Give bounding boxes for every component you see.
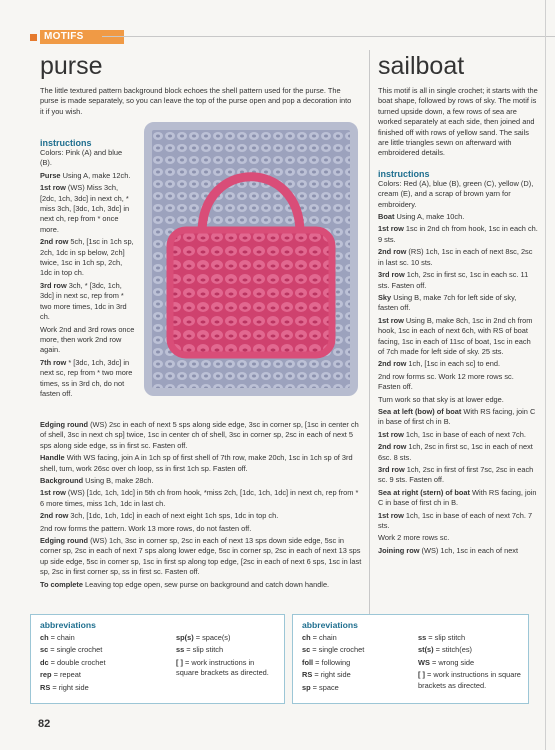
abbr-def: = work instructions in square brackets as directed. [176, 657, 269, 678]
purse-step [40, 420, 362, 451]
sailboat-step [378, 442, 538, 463]
page-number: 82 [38, 718, 51, 730]
sailboat-step [378, 359, 538, 369]
abbreviation-item [302, 683, 402, 693]
step-label: Sea at right (stern) of boat [378, 487, 470, 497]
sailboat-step [378, 270, 538, 291]
step-label: Purse [40, 170, 61, 180]
abbr-term: sp(s) [176, 633, 194, 642]
abbr-def: = single crochet [310, 645, 365, 655]
step-label: 3rd row [40, 280, 67, 290]
step-label: Handle [40, 453, 65, 463]
abbreviations-col-2 [418, 633, 522, 691]
sailboat-step [378, 488, 538, 509]
purse-intro-text: The little textured pattern background block echoes the shell pattern used for the purse. The purse is made separately, so you can leave the top of the purse open and pop a decoration into it if you wish. [40, 86, 352, 116]
abbr-def: = following [313, 657, 351, 667]
purse-step [40, 524, 362, 534]
abbr-term: ss [176, 645, 185, 655]
sailboat-column [378, 86, 538, 558]
section-marker [30, 34, 37, 41]
abbr-term: foll [302, 657, 314, 667]
abbreviation-item [40, 670, 150, 680]
purse-step [40, 358, 136, 400]
sailboat-step [378, 224, 538, 245]
abbreviations-col-2 [176, 633, 276, 679]
abbr-def: = chain [310, 633, 337, 642]
abbr-term: st(s) [418, 645, 434, 655]
step-label: Sea at left (bow) of boat [378, 406, 462, 416]
abbreviation-item [176, 633, 276, 643]
step-text: * [3dc, 1ch, 3dc] in next sc, rep from * two more times, ss in 3rd ch, do not fasten off. [40, 357, 133, 398]
abbreviation-item [418, 670, 522, 691]
step-label: 2nd row [378, 442, 407, 452]
abbreviation-item [302, 645, 402, 655]
step-text: 2nd row forms the pattern. Work 13 more rows, do not fasten off. [40, 523, 252, 533]
step-text: (WS) Miss 3ch, [2dc, 1ch, 3dc] in next ch, * miss 3ch, [3dc, 1ch, 3dc] in next ch, rep from * once more. [40, 183, 130, 234]
abbreviation-item [40, 633, 150, 643]
section-header [0, 30, 124, 44]
step-label: 1st row [378, 429, 404, 439]
step-label: 1st row [378, 224, 404, 234]
abbr-def: = space [310, 682, 339, 692]
step-text: Turn work so that sky is at lower edge. [378, 394, 504, 404]
abbreviation-item [302, 670, 402, 680]
purse-step [40, 325, 136, 356]
abbr-term: ch [40, 633, 49, 642]
step-label: Background [40, 476, 84, 486]
abbreviations-title: abbreviations [302, 620, 358, 630]
step-label: 1st row [378, 315, 404, 325]
sailboat-step [378, 293, 538, 314]
abbr-term: WS [418, 657, 430, 667]
step-text: With WS facing, join A in 1ch sp of first shell of 7th row, make 20ch, 1sc in 1ch sp of 3rd shell, turn, work 26sc over ch loop, ss in first 1ch sp. Fasten off. [40, 453, 353, 473]
step-label: 1st row [378, 510, 404, 520]
abbr-term: [ ] [418, 670, 425, 680]
abbreviations-box-purse [30, 614, 285, 704]
abbr-term: sc [302, 645, 311, 655]
abbreviations-box-sailboat [292, 614, 529, 704]
purse-colors: Colors: Pink (A) and blue (B). [40, 148, 123, 168]
step-text: (WS) 1ch, 1sc in each of next [419, 545, 519, 555]
purse-step [40, 511, 362, 521]
step-text: Leaving top edge open, sew purse on background and catch down handle. [82, 579, 330, 589]
step-label: 3rd row [378, 465, 405, 474]
purse-step [40, 476, 362, 486]
abbr-def: = space(s) [193, 633, 231, 642]
step-text: Using B, make 28ch. [83, 476, 154, 486]
sailboat-step [378, 546, 538, 556]
sailboat-step [378, 316, 538, 358]
abbreviation-item [176, 645, 276, 655]
abbr-term: RS [40, 682, 51, 692]
page-edge [545, 0, 546, 750]
step-label: Joining row [378, 545, 420, 555]
sailboat-step [378, 212, 538, 222]
purse-step [40, 488, 362, 509]
step-label: 1st row [40, 183, 66, 193]
abbreviation-item [302, 658, 402, 668]
step-text: (WS) 1ch, 3sc in corner sp, 2sc in each of next 13 sps down side edge, 5sc in corner sp, 2sc in each of next 7 sps along lower edge, 5sc in corner sp, 2sc in each of next 13 sps up side edge, 5sc in corner sp, 1sc in first sp along top edge, [2sc in each of next 6 sps, 1sc in last sp, 2sc in first corner sp, ss in first sc. Fasten off. [40, 536, 362, 577]
purse-step [40, 281, 136, 323]
step-label: 7th row [40, 357, 67, 367]
purse-step [40, 453, 362, 474]
step-text: (RS) 1ch, 1sc in each of next 8sc, 2sc in last sc. 10 sts. [378, 247, 533, 267]
abbr-def: = work instructions in square brackets as directed. [418, 670, 521, 690]
step-text: 1ch, 2sc in first sc, 1sc in each of next 6sc. 8 sts. [378, 442, 533, 462]
sailboat-step [378, 465, 538, 486]
abbr-def: = single crochet [48, 645, 103, 655]
abbreviation-item [40, 683, 150, 693]
step-text: (WS) [1dc, 1ch, 1dc] in 5th ch from hook, *miss 2ch, [1dc, 1ch, 1dc] in next ch, rep from * 6 more times, miss 1ch, 1dc in last ch. [40, 488, 359, 508]
header-rule [102, 36, 555, 37]
abbr-def: = right side [312, 670, 351, 680]
sailboat-step [378, 511, 538, 532]
purse-step [40, 171, 136, 181]
step-text: 3ch, * [3dc, 1ch, 3dc] in next sc, rep from * two more times, 1dc in 3rd ch. [40, 280, 127, 322]
step-text: Work 2nd and 3rd rows once more, then work 2nd row again. [40, 324, 135, 355]
purse-body [170, 230, 332, 355]
purse-instructions-wide [40, 420, 362, 592]
abbreviation-item [302, 633, 402, 643]
abbreviation-item [418, 658, 522, 668]
step-label: 2nd row [378, 359, 407, 369]
abbr-term: sp [302, 682, 311, 692]
abbr-term: sc [40, 645, 49, 655]
step-text: 2nd row forms sc. Work 12 more rows sc. Fasten off. [378, 371, 514, 392]
step-label: 1st row [40, 488, 66, 498]
step-label: To complete [40, 579, 83, 589]
step-text: With RS facing, join C in base of first ch in B. [378, 487, 537, 508]
abbr-def: = right side [50, 682, 89, 692]
abbreviations-col-1 [40, 633, 150, 693]
step-text: 1ch, 1sc in base of each of next 7ch. [403, 429, 526, 439]
step-text: 1ch, [1sc in each sc] to end. [406, 359, 501, 369]
purse-title: purse [40, 52, 103, 80]
step-text: 1ch, 1sc in base of each of next 7ch. 7 sts. [378, 510, 533, 531]
abbr-term: rep [40, 670, 52, 680]
abbr-term: RS [302, 670, 313, 680]
abbreviations-col-1 [302, 633, 402, 693]
abbr-def: = chain [48, 633, 75, 642]
abbreviation-item [40, 658, 150, 668]
abbr-term: dc [40, 657, 49, 667]
step-text: With RS facing, join C in base of first ch in B. [378, 406, 536, 427]
abbr-term: [ ] [176, 657, 183, 667]
step-label: 2nd row [378, 247, 407, 257]
purse-step [40, 237, 136, 279]
sailboat-step [378, 407, 538, 428]
abbr-def: = slip stitch [426, 633, 466, 642]
abbreviation-item [418, 633, 522, 643]
step-text: Work 2 more rows sc. [378, 533, 450, 543]
abbr-def: = repeat [51, 670, 81, 680]
step-label: 2nd row [40, 237, 69, 247]
sailboat-step [378, 372, 538, 393]
abbr-def: = slip stitch [184, 645, 224, 655]
step-text: 1sc in 2nd ch from hook, 1sc in each ch. 9 sts. [378, 224, 538, 244]
abbreviation-item [176, 658, 276, 679]
section-label: MOTIFS [40, 30, 124, 44]
purse-instructions-heading: instructions [40, 138, 92, 148]
step-text: Using A, make 12ch. [60, 170, 131, 180]
step-text: 5ch, [1sc in 1ch sp, 2ch, 1dc in sp below, 2ch] twice, 1sc in 1ch sp, 2ch, 1dc in top ch. [40, 237, 134, 278]
step-text: 3ch, [1dc, 1ch, 1dc] in each of next eight 1ch sps, 1dc in top ch. [68, 511, 279, 521]
purse-instructions-narrow [40, 138, 136, 401]
abbr-term: ss [418, 633, 427, 642]
abbr-def: = double crochet [48, 657, 106, 667]
sailboat-step [378, 430, 538, 440]
purse-step [40, 580, 362, 590]
sailboat-step [378, 395, 538, 405]
column-divider [369, 50, 370, 620]
abbr-def: = wrong side [429, 657, 475, 667]
sailboat-step [378, 533, 538, 543]
step-text: Using A, make 10ch. [394, 212, 465, 222]
sailboat-title: sailboat [378, 52, 465, 80]
abbreviation-item [418, 645, 522, 655]
step-text: Using B, make 7ch for left side of sky, fasten off. [378, 292, 517, 313]
step-label: Edging round [40, 420, 89, 429]
step-label: Edging round [40, 536, 89, 546]
step-text: (WS) 2sc in each of next 5 sps along side edge, 3sc in corner sp, [1sc in center ch of shell, 3sc in next ch sp] twice, 1sc in center ch of shell, 3sc in corner sp, 2sc in each of next 5 sps along side edge, ss in first sc. Fasten off. [40, 420, 359, 450]
step-label: Boat [378, 212, 395, 222]
purse-motif-photo [140, 118, 362, 400]
step-text: 1ch, 2sc in first of first 7sc, 2sc in each sc. 9 sts. Fasten off. [378, 465, 534, 485]
sailboat-colors: Colors: Red (A), blue (B), green (C), yellow (D), cream (E), and a scrap of brown yarn for embroidery. [378, 178, 534, 209]
purse-step [40, 536, 362, 578]
abbreviations-title: abbreviations [40, 620, 96, 630]
step-text: Using B, make 8ch, 1sc in 2nd ch from hook, 1sc in each of next 6ch, with RS of boat facing, 1sc in each of 11sc of boat, 1sc in each of 7ch made for left side of sky. 25 sts. [378, 315, 533, 356]
step-text: 1ch, 2sc in first sc, 1sc in each sc. 11 sts. Fasten off. [378, 270, 529, 290]
sailboat-step [378, 247, 538, 268]
step-label: 2nd row [40, 511, 69, 521]
abbr-term: ch [302, 633, 311, 642]
abbreviation-item [40, 645, 150, 655]
sailboat-intro: This motif is all in single crochet; it starts with the boat shape, followed by rows of sky. The motif is turned upside down, a few rows of sea are worked separately at each side, then joined and finished off with rows of yellow sand. The sails are little triangles sewn on afterward with embroidered details. [378, 86, 538, 158]
purse-intro [40, 86, 352, 117]
purse-step [40, 183, 136, 235]
step-label: Sky [378, 292, 392, 302]
step-label: 3rd row [378, 270, 405, 280]
abbr-def: = stitch(es) [433, 645, 473, 655]
sailboat-instructions-heading: instructions [378, 168, 430, 179]
